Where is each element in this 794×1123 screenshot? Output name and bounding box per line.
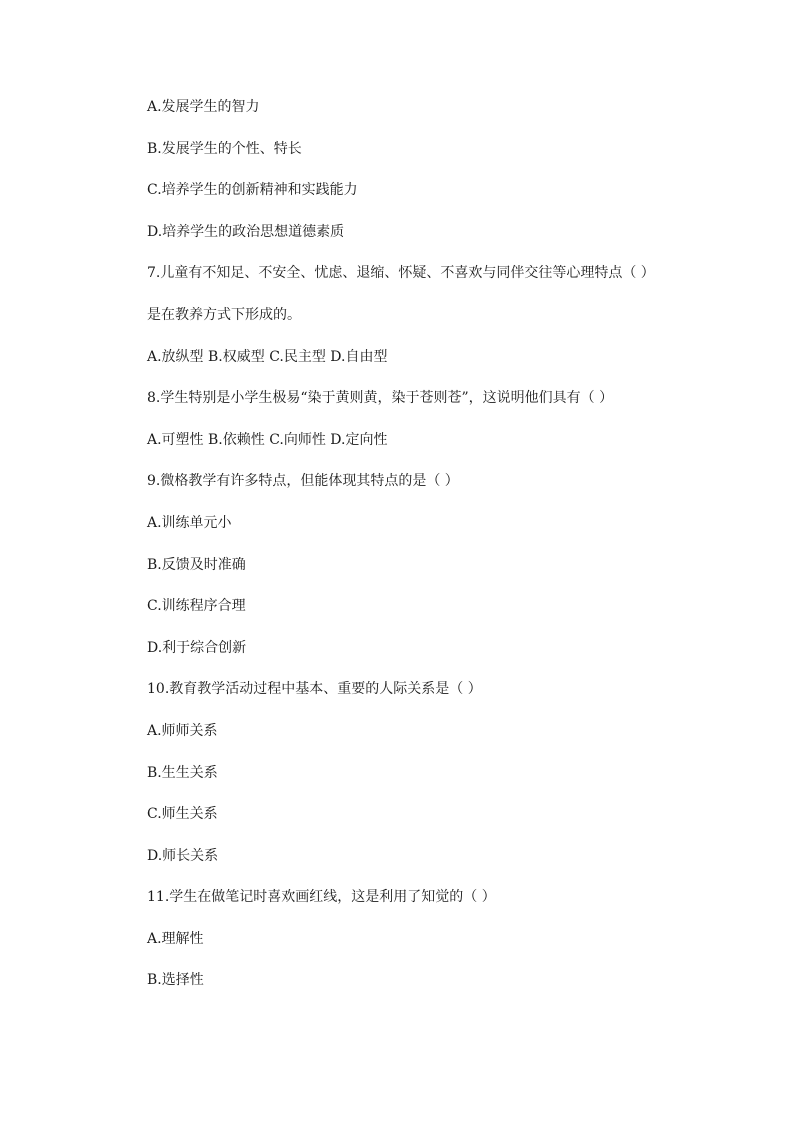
question-9: 9.微格教学有许多特点，但能体现其特点的是（ ） [147,473,459,490]
option-line: B.发展学生的个性、特长 [147,140,302,157]
document-body [147,96,707,1011]
option-line: A.可塑性 B.依赖性 C.向师性 D.定向性 [147,431,388,448]
option-line: C.师生关系 [147,806,218,823]
question-10: 10.教育教学活动过程中基本、重要的人际关系是（ ） [147,681,482,698]
option-line: C.训练程序合理 [147,598,246,615]
question-11: 11.学生在做笔记时喜欢画红线，这是利用了知觉的（ ） [147,889,496,906]
option-line: D.师长关系 [147,847,219,864]
option-line: A.训练单元小 [147,514,232,531]
option-line: D.培养学生的政治思想道德素质 [147,223,345,240]
option-line: B.选择性 [147,972,204,989]
question-8: 8.学生特别是小学生极易“染于黄则黄，染于苍则苍”，这说明他们具有（ ） [147,390,614,407]
option-line: A.理解性 [147,930,204,947]
option-line: B.生生关系 [147,764,218,781]
option-line: A.师师关系 [147,722,218,739]
option-line: C.培养学生的创新精神和实践能力 [147,182,358,199]
option-line: A.发展学生的智力 [147,99,260,115]
question-7-continued: 是在教养方式下形成的。 [147,306,301,323]
option-line: D.利于综合创新 [147,639,247,656]
question-7: 7.儿童有不知足、不安全、忧虑、退缩、怀疑、不喜欢与同伴交往等心理特点（ ） [147,265,655,282]
option-line: A.放纵型 B.权威型 C.民主型 D.自由型 [147,348,388,365]
option-line: B.反馈及时准确 [147,556,246,573]
